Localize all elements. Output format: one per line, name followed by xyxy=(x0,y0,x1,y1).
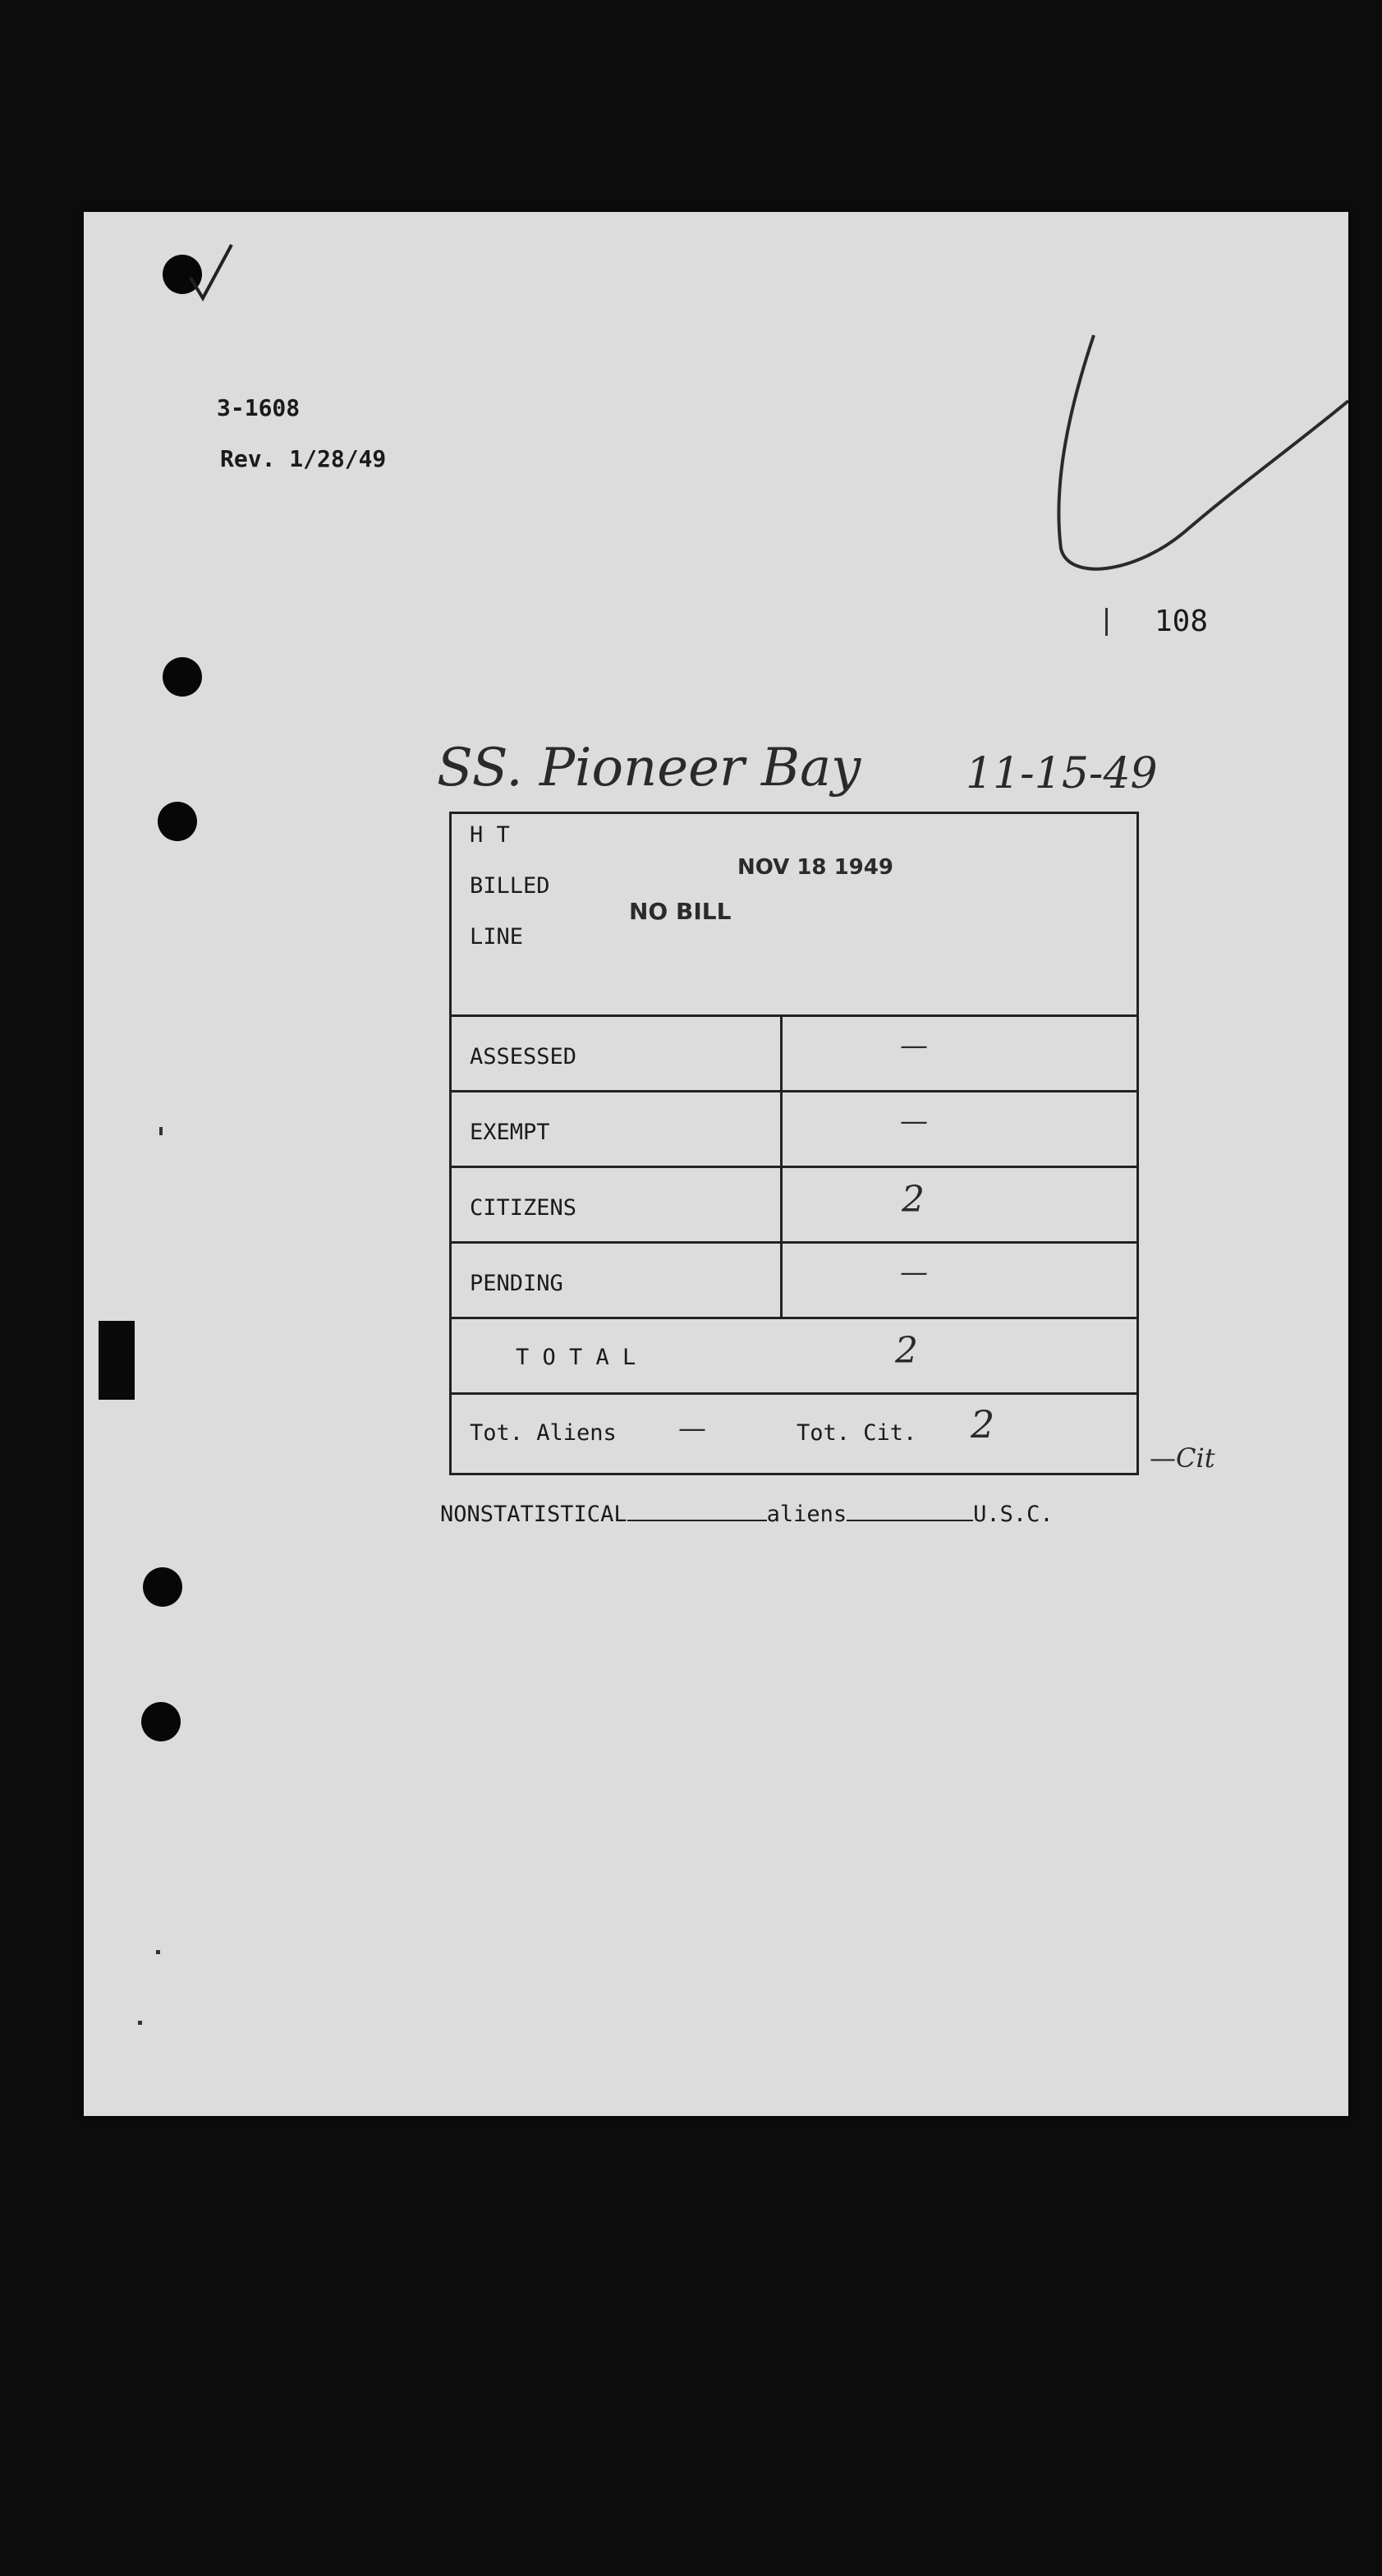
nonstatistical-line xyxy=(440,1502,1054,1527)
row-pending-label: PENDING xyxy=(470,1271,563,1296)
total-value: 2 xyxy=(895,1330,918,1372)
column-divider xyxy=(780,1014,783,1317)
speck xyxy=(159,1127,163,1135)
divider xyxy=(452,1014,1136,1017)
row-assessed-value: — xyxy=(900,1029,928,1062)
divider xyxy=(452,1317,1136,1319)
aliens-label: aliens xyxy=(766,1502,847,1527)
binding-tab xyxy=(99,1321,135,1400)
form-number: 3-1608 xyxy=(217,394,301,421)
vessel-name: SS. Pioneer Bay xyxy=(437,738,861,798)
row-assessed-label: ASSESSED xyxy=(470,1044,577,1070)
row-citizens-label: CITIZENS xyxy=(470,1195,577,1221)
tot-aliens-label: Tot. Aliens xyxy=(470,1420,617,1446)
tot-cit-value: 2 xyxy=(971,1402,995,1447)
row-exempt-label: EXEMPT xyxy=(470,1120,550,1145)
form-revision: Rev. 1/28/49 xyxy=(220,445,387,472)
date-stamp: NOV 18 1949 xyxy=(737,855,893,880)
nonstatistical-label: NONSTATISTICAL xyxy=(440,1502,627,1527)
speck xyxy=(138,2021,142,2025)
tot-cit-label: Tot. Cit. xyxy=(797,1420,917,1446)
divider xyxy=(452,1241,1136,1244)
row-pending-value: — xyxy=(900,1256,928,1289)
row-citizens-value: 2 xyxy=(902,1179,925,1221)
divider xyxy=(452,1090,1136,1092)
line-label: LINE xyxy=(470,924,524,950)
page-number: 108 xyxy=(1155,605,1209,638)
no-bill-stamp: NO BILL xyxy=(629,898,732,925)
punch-hole xyxy=(163,657,202,697)
page-number-tick xyxy=(1105,608,1108,636)
divider xyxy=(452,1166,1136,1168)
billed-label: BILLED xyxy=(470,873,550,899)
ht-label: H T xyxy=(470,822,510,848)
document-page xyxy=(84,212,1348,2116)
arrival-date: 11-15-49 xyxy=(966,749,1158,798)
punch-hole xyxy=(158,802,197,841)
punch-hole xyxy=(143,1567,182,1607)
nonstatistical-blank xyxy=(627,1520,767,1521)
punch-hole xyxy=(141,1702,181,1741)
row-exempt-value: — xyxy=(900,1105,928,1138)
usc-label: U.S.C. xyxy=(973,1502,1054,1527)
speck xyxy=(156,1950,160,1954)
divider xyxy=(452,1392,1136,1395)
tot-aliens-value: — xyxy=(678,1412,706,1445)
manifest-tally-box xyxy=(449,812,1139,1475)
checkmark-icon xyxy=(182,237,256,327)
total-label: T O T A L xyxy=(516,1345,636,1370)
aliens-blank xyxy=(847,1520,973,1521)
side-note: —Cit xyxy=(1150,1442,1215,1474)
large-checkmark-icon xyxy=(971,319,1348,590)
